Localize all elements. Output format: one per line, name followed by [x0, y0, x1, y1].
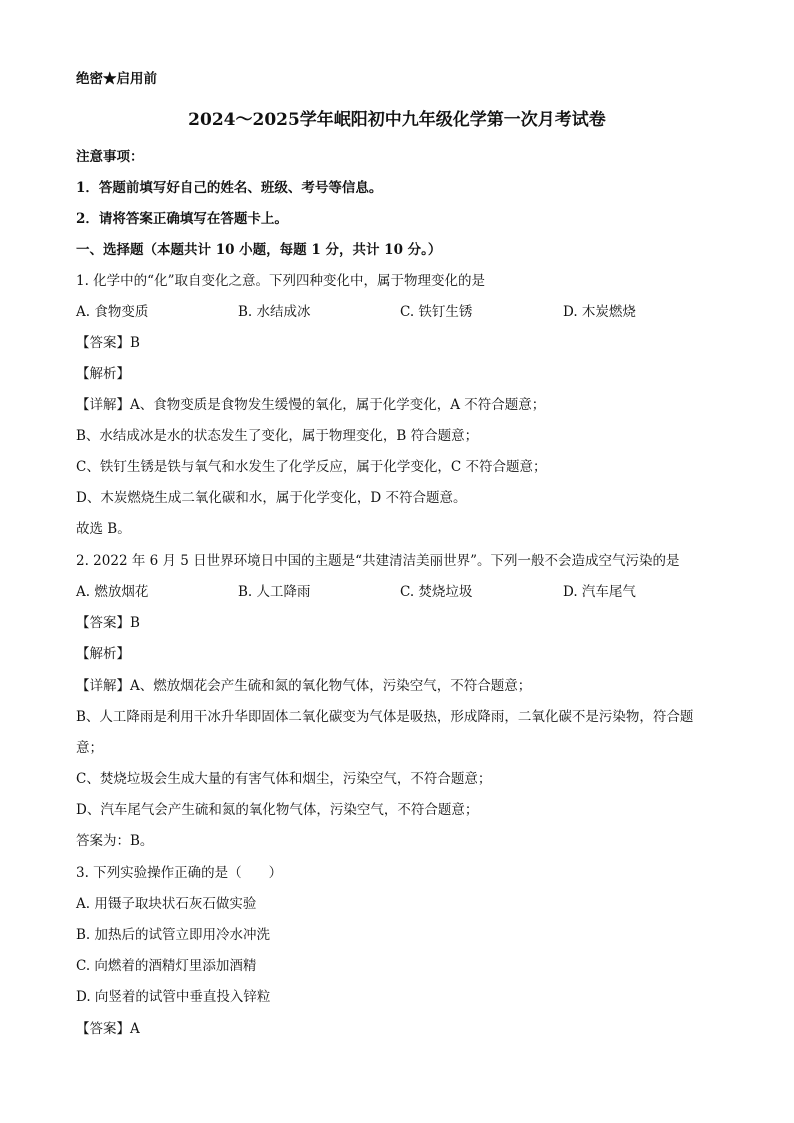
question-3-option-c: C. 向燃着的酒精灯里添加酒精	[76, 958, 257, 974]
question-3-answer: 【答案】A	[76, 1021, 140, 1037]
question-1-detail-5: 故选 B。	[76, 521, 131, 537]
question-2-detail-6: 答案为：B。	[76, 833, 154, 849]
question-2-detail-1: 【详解】A、燃放烟花会产生硫和氮的氧化物气体，污染空气，不符合题意；	[76, 678, 532, 694]
question-2-detail-2: B、人工降雨是利用干冰升华即固体二氧化碳变为气体是吸热，形成降雨，二氧化碳不是污染物，符合题	[76, 709, 694, 725]
question-1-detail-1: 【详解】A、食物变质是食物发生缓慢的氧化，属于化学变化，A 不符合题意；	[76, 397, 546, 413]
option-a: A. 燃放烟花	[76, 584, 149, 600]
question-3-option-b: B. 加热后的试管立即用冷水冲洗	[76, 927, 271, 943]
question-1-answer: 【答案】B	[76, 335, 140, 351]
page-title: 2024～2025学年岷阳初中九年级化学第一次月考试卷	[188, 110, 606, 130]
question-2-options	[76, 583, 716, 601]
secret-label: 绝密★启用前	[76, 71, 157, 87]
question-1-detail-4: D、木炭燃烧生成二氧化碳和水，属于化学变化，D 不符合题意。	[76, 490, 467, 506]
question-1-detail-3: C、铁钉生锈是铁与氧气和水发生了化学反应，属于化学变化，C 不符合题意；	[76, 459, 547, 475]
notice-item-2: 2．请将答案正确填写在答题卡上。	[76, 211, 288, 227]
question-1-detail-2: B、水结成冰是水的状态发生了变化，属于物理变化，B 符合题意；	[76, 428, 479, 444]
option-d: D. 汽车尾气	[563, 584, 636, 600]
question-3-option-a: A. 用镊子取块状石灰石做实验	[76, 896, 257, 912]
notice-item-1: 1．答题前填写好自己的姓名、班级、考号等信息。	[76, 180, 383, 196]
question-2-stem: 2. 2022 年 6 月 5 日世界环境日中国的主题是“共建清洁美丽世界”。下列一般不会造成空气污染的是	[76, 553, 680, 569]
option-b: B. 水结成冰	[238, 304, 311, 320]
question-2-detail-5: D、汽车尾气会产生硫和氮的氧化物气体，污染空气，不符合题意；	[76, 802, 479, 818]
option-c: C. 焚烧垃圾	[400, 584, 473, 600]
question-2-detail-4: C、焚烧垃圾会生成大量的有害气体和烟尘，污染空气，不符合题意；	[76, 771, 492, 787]
question-1-analysis-label: 【解析】	[76, 366, 130, 382]
section-heading: 一、选择题（本题共计 10 小题，每题 1 分，共计 10 分。）	[76, 242, 442, 258]
question-2-analysis-label: 【解析】	[76, 646, 130, 662]
option-d: D. 木炭燃烧	[563, 304, 636, 320]
option-b: B. 人工降雨	[238, 584, 311, 600]
notice-heading: 注意事项：	[76, 149, 144, 165]
question-3-stem: 3. 下列实验操作正确的是（ ）	[76, 865, 283, 881]
question-2-detail-3: 意；	[76, 740, 103, 756]
question-2-answer: 【答案】B	[76, 615, 140, 631]
question-1-stem: 1. 化学中的“化”取自变化之意。下列四种变化中，属于物理变化的是	[76, 273, 485, 289]
question-1-options	[76, 303, 716, 321]
question-3-option-d: D. 向竖着的试管中垂直投入锌粒	[76, 989, 271, 1005]
option-a: A. 食物变质	[76, 304, 149, 320]
option-c: C. 铁钉生锈	[400, 304, 473, 320]
